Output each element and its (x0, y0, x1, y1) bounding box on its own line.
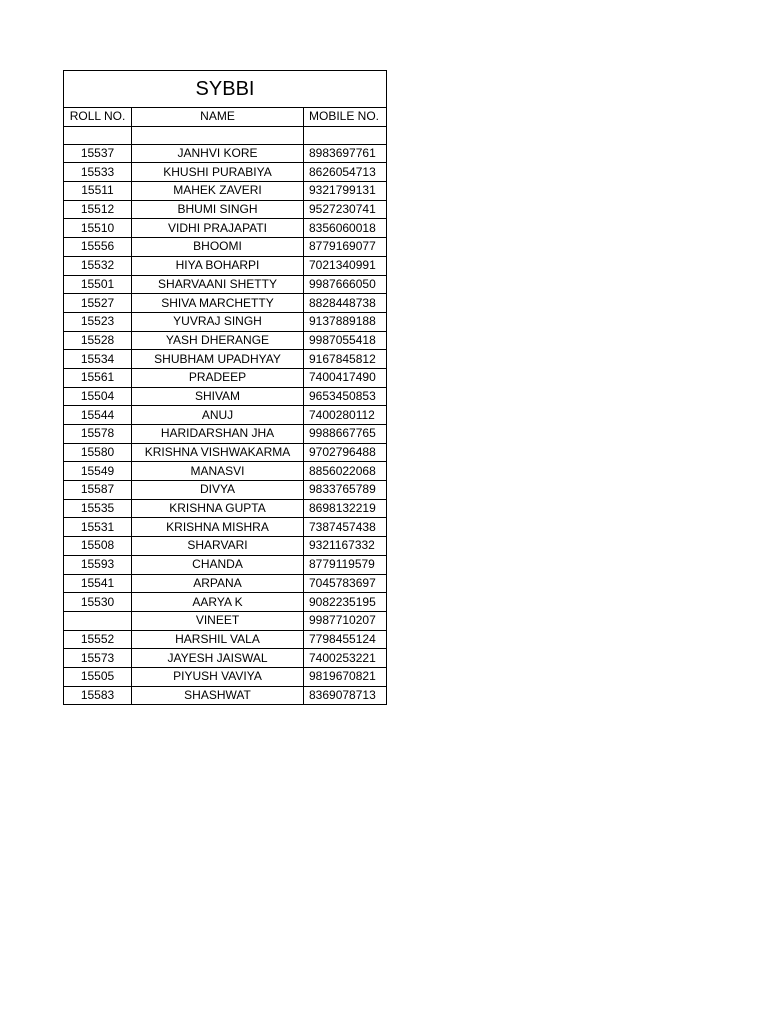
mobile-no-cell: 7387457438 (304, 518, 387, 537)
table-row (64, 406, 387, 425)
mobile-no-cell: 9321167332 (304, 537, 387, 556)
mobile-no-cell: 7400417490 (304, 368, 387, 387)
name-cell: YASH DHERANGE (132, 331, 304, 350)
mobile-no-cell: 9987710207 (304, 611, 387, 630)
roster-body (64, 126, 387, 705)
table-row (64, 182, 387, 201)
roll-no-cell: 15578 (64, 425, 132, 444)
table-row (64, 200, 387, 219)
mobile-no-cell: 9082235195 (304, 593, 387, 612)
table-row (64, 368, 387, 387)
mobile-no-cell: 9987055418 (304, 331, 387, 350)
name-cell: JAYESH JAISWAL (132, 649, 304, 668)
roll-no-cell: 15573 (64, 649, 132, 668)
table-row (64, 574, 387, 593)
name-cell: PIYUSH VAVIYA (132, 667, 304, 686)
roll-no-cell (64, 611, 132, 630)
mobile-no-cell: 7021340991 (304, 256, 387, 275)
mobile-no-cell: 9988667765 (304, 425, 387, 444)
roll-no-cell: 15535 (64, 499, 132, 518)
name-cell: ARPANA (132, 574, 304, 593)
table-row (64, 443, 387, 462)
mobile-no-cell: 9137889188 (304, 312, 387, 331)
roll-no-cell: 15541 (64, 574, 132, 593)
name-cell: HIYA BOHARPI (132, 256, 304, 275)
name-cell: PRADEEP (132, 368, 304, 387)
roll-no-cell: 15583 (64, 686, 132, 705)
roll-no-cell: 15512 (64, 200, 132, 219)
mobile-no-cell: 8779119579 (304, 555, 387, 574)
mobile-no-cell: 8856022068 (304, 462, 387, 481)
roll-no-cell: 15532 (64, 256, 132, 275)
mobile-no-cell: 9833765789 (304, 481, 387, 500)
name-cell: SHIVA MARCHETTY (132, 294, 304, 313)
table-row (64, 462, 387, 481)
roll-no-cell: 15580 (64, 443, 132, 462)
table-row (64, 163, 387, 182)
name-cell: ANUJ (132, 406, 304, 425)
table-row (64, 686, 387, 705)
table-row (64, 537, 387, 556)
table-row (64, 611, 387, 630)
table-row (64, 256, 387, 275)
roll-no-cell: 15534 (64, 350, 132, 369)
roll-no-cell: 15511 (64, 182, 132, 201)
header-roll-no: ROLL NO. (64, 108, 132, 127)
title-row (64, 71, 387, 108)
blank-cell (132, 126, 304, 144)
name-cell: KHUSHI PURABIYA (132, 163, 304, 182)
table-row (64, 219, 387, 238)
roll-no-cell: 15561 (64, 368, 132, 387)
mobile-no-cell: 8698132219 (304, 499, 387, 518)
table-row (64, 144, 387, 163)
mobile-no-cell: 8369078713 (304, 686, 387, 705)
name-cell: SHUBHAM UPADHYAY (132, 350, 304, 369)
table-row (64, 667, 387, 686)
name-cell: VINEET (132, 611, 304, 630)
name-cell: AARYA K (132, 593, 304, 612)
table-row (64, 387, 387, 406)
mobile-no-cell: 9819670821 (304, 667, 387, 686)
roll-no-cell: 15549 (64, 462, 132, 481)
name-cell: KRISHNA MISHRA (132, 518, 304, 537)
name-cell: HARSHIL VALA (132, 630, 304, 649)
mobile-no-cell: 8626054713 (304, 163, 387, 182)
table-row (64, 630, 387, 649)
table-row (64, 425, 387, 444)
roll-no-cell: 15501 (64, 275, 132, 294)
mobile-no-cell: 9702796488 (304, 443, 387, 462)
roll-no-cell: 15587 (64, 481, 132, 500)
roll-no-cell: 15552 (64, 630, 132, 649)
name-cell: BHOOMI (132, 238, 304, 257)
mobile-no-cell: 9987666050 (304, 275, 387, 294)
mobile-no-cell: 8779169077 (304, 238, 387, 257)
roll-no-cell: 15537 (64, 144, 132, 163)
name-cell: KRISHNA VISHWAKARMA (132, 443, 304, 462)
header-mobile-no: MOBILE NO. (304, 108, 387, 127)
name-cell: YUVRAJ SINGH (132, 312, 304, 331)
table-row (64, 312, 387, 331)
name-cell: CHANDA (132, 555, 304, 574)
roll-no-cell: 15528 (64, 331, 132, 350)
table-row (64, 275, 387, 294)
table-row (64, 481, 387, 500)
roll-no-cell: 15508 (64, 537, 132, 556)
name-cell: SHIVAM (132, 387, 304, 406)
roll-no-cell: 15505 (64, 667, 132, 686)
table-row (64, 350, 387, 369)
roll-no-cell: 15530 (64, 593, 132, 612)
table-row (64, 649, 387, 668)
mobile-no-cell: 7400253221 (304, 649, 387, 668)
name-cell: KRISHNA GUPTA (132, 499, 304, 518)
name-cell: HARIDARSHAN JHA (132, 425, 304, 444)
mobile-no-cell: 7798455124 (304, 630, 387, 649)
mobile-no-cell: 9167845812 (304, 350, 387, 369)
roll-no-cell: 15533 (64, 163, 132, 182)
table-row (64, 518, 387, 537)
roll-no-cell: 15593 (64, 555, 132, 574)
mobile-no-cell: 7045783697 (304, 574, 387, 593)
mobile-no-cell: 9321799131 (304, 182, 387, 201)
header-row (64, 108, 387, 127)
table-row (64, 555, 387, 574)
name-cell: JANHVI KORE (132, 144, 304, 163)
roll-no-cell: 15556 (64, 238, 132, 257)
roll-no-cell: 15523 (64, 312, 132, 331)
table-row (64, 593, 387, 612)
name-cell: SHARVAANI SHETTY (132, 275, 304, 294)
header-name: NAME (132, 108, 304, 127)
mobile-no-cell: 8983697761 (304, 144, 387, 163)
mobile-no-cell: 9527230741 (304, 200, 387, 219)
mobile-no-cell: 8356060018 (304, 219, 387, 238)
blank-row (64, 126, 387, 144)
mobile-no-cell: 7400280112 (304, 406, 387, 425)
name-cell: DIVYA (132, 481, 304, 500)
roll-no-cell: 15527 (64, 294, 132, 313)
roll-no-cell: 15504 (64, 387, 132, 406)
name-cell: MANASVI (132, 462, 304, 481)
roll-no-cell: 15544 (64, 406, 132, 425)
name-cell: MAHEK ZAVERI (132, 182, 304, 201)
table-title: SYBBI (64, 71, 387, 108)
student-roster-table (63, 70, 387, 705)
name-cell: SHARVARI (132, 537, 304, 556)
mobile-no-cell: 9653450853 (304, 387, 387, 406)
roll-no-cell: 15510 (64, 219, 132, 238)
table-row (64, 238, 387, 257)
mobile-no-cell: 8828448738 (304, 294, 387, 313)
blank-cell (64, 126, 132, 144)
table-row (64, 499, 387, 518)
name-cell: VIDHI PRAJAPATI (132, 219, 304, 238)
table-row (64, 294, 387, 313)
name-cell: BHUMI SINGH (132, 200, 304, 219)
table-row (64, 331, 387, 350)
name-cell: SHASHWAT (132, 686, 304, 705)
student-roster-sheet (63, 70, 386, 705)
roll-no-cell: 15531 (64, 518, 132, 537)
blank-cell (304, 126, 387, 144)
